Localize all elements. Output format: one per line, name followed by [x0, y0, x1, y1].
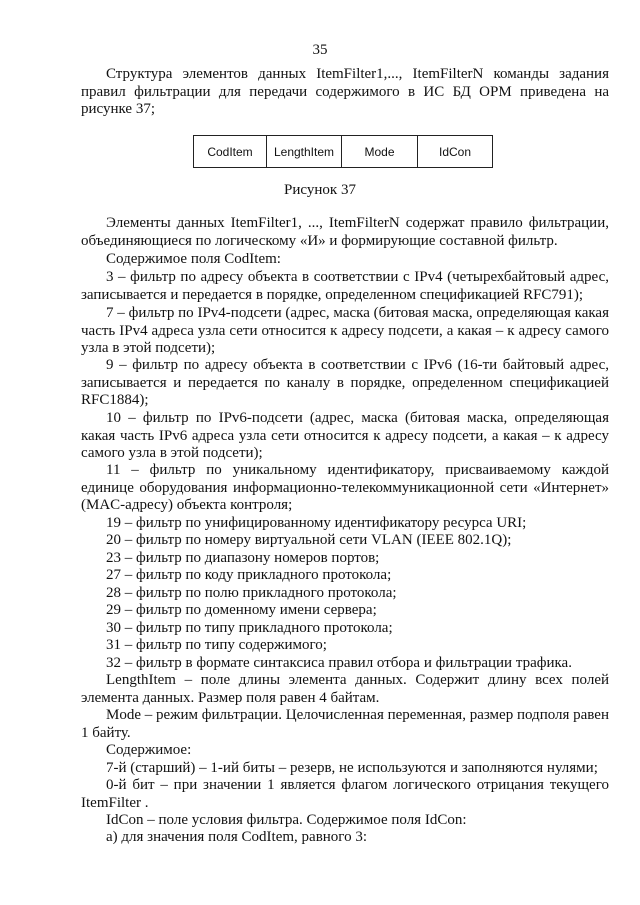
- paragraph: 31 – фильтр по типу содержимого;: [106, 637, 327, 653]
- table-row: [194, 136, 493, 168]
- page-number: 35: [312, 42, 328, 58]
- paragraph: Содержимое:: [106, 742, 192, 758]
- cell-mode: Mode: [342, 136, 418, 168]
- paragraph: Содержимое поля CodItem:: [106, 251, 281, 267]
- paragraph: IdCon – поле условия фильтра. Содержимое поля IdCon:: [106, 812, 467, 828]
- intro-paragraph: Структура элементов данных ItemFilter1,..., ItemFilterN команды задания правил фильтрации для передачи содержимого в ИС БД ОРМ приведена на рисунке 37;: [81, 66, 609, 118]
- cell-lengthitem: LengthItem: [267, 136, 342, 168]
- paragraph: 7-й (старший) – 1-ий биты – резерв, не используются и заполняются нулями;: [106, 760, 598, 776]
- paragraph: 28 – фильтр по полю прикладного протокола;: [106, 585, 397, 601]
- paragraph: 10 – фильтр по IPv6-подсети (адрес, маска (битовая маска, определяющая какая часть IPv6 адреса узла сети относится к адресу подсети, а какая – к адресу самого узла в этой подсети);: [81, 410, 609, 462]
- cell-coditem: CodItem: [194, 136, 267, 168]
- paragraph: а) для значения поля CodItem, равного 3:: [106, 829, 368, 845]
- paragraph: 11 – фильтр по уникальному идентификатору, присваиваемому каждой единице оборудования информационно-телекоммуникационной сети «Интернет» (MAC-адресу) объекта контроля;: [81, 462, 609, 514]
- paragraph: 23 – фильтр по диапазону номеров портов;: [106, 550, 380, 566]
- paragraph: 7 – фильтр по IPv4-подсети (адрес, маска (битовая маска, определяющая какая часть IPv4 адреса узла сети относится к адресу подсети, а какая – к адресу самого узла в этой подсети);: [81, 305, 609, 357]
- paragraph: 20 – фильтр по номеру виртуальной сети VLAN (IEEE 802.1Q);: [106, 532, 512, 548]
- paragraph: 3 – фильтр по адресу объекта в соответствии с IPv4 (четырехбайтовый адрес, записывается и передается в порядке, определенном спецификацией RFC791);: [81, 269, 609, 303]
- paragraph: 0-й бит – при значении 1 является флагом логического отрицания текущего ItemFilter .: [81, 777, 609, 811]
- paragraph: 19 – фильтр по унифицированному идентификатору ресурса URI;: [106, 515, 527, 531]
- paragraph: 27 – фильтр по коду прикладного протокола;: [106, 567, 392, 583]
- paragraph: 9 – фильтр по адресу объекта в соответствии с IPv6 (16-ти байтовый адрес, записывается и передается по каналу в порядке, определенном спецификацией RFC1884);: [81, 357, 609, 409]
- paragraph: 30 – фильтр по типу прикладного протокола;: [106, 620, 393, 636]
- figure-caption: Рисунок 37: [284, 182, 356, 198]
- paragraph: Элементы данных ItemFilter1, ..., ItemFilterN содержат правило фильтрации, объединяющиеся по логическому «И» и формирующие составной фильтр.: [81, 215, 609, 249]
- paragraph: 29 – фильтр по доменному имени сервера;: [106, 602, 377, 618]
- structure-table: [193, 135, 493, 168]
- paragraph: 32 – фильтр в формате синтаксиса правил отбора и фильтрации трафика.: [106, 655, 572, 671]
- cell-idcon: IdCon: [418, 136, 493, 168]
- paragraph: Mode – режим фильтрации. Целочисленная переменная, размер подполя равен 1 байту.: [81, 707, 609, 741]
- paragraph: LengthItem – поле длины элемента данных. Содержит длину всех полей элемента данных. Размер поля равен 4 байтам.: [81, 672, 609, 706]
